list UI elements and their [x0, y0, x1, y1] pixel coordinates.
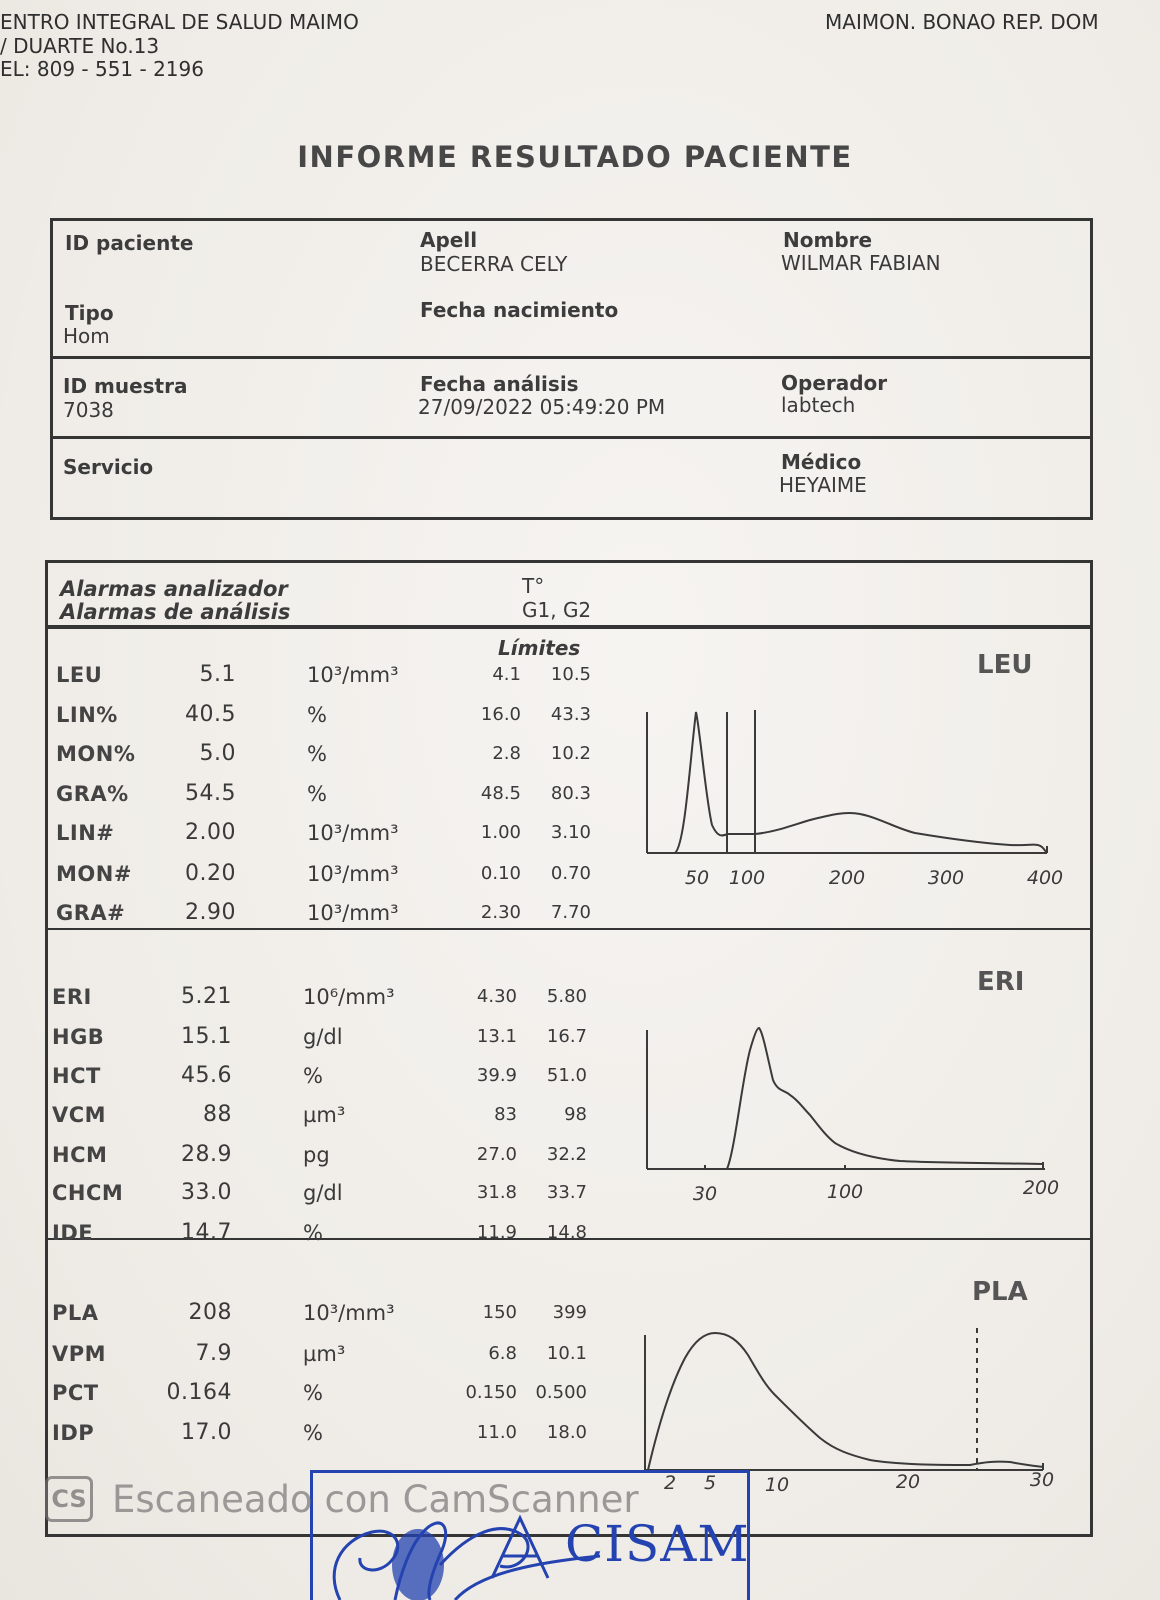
limit-low: 2.8 [492, 743, 521, 764]
analyzer-alarms-value: T° [522, 574, 545, 598]
eri-histogram-label: ERI [977, 967, 1025, 997]
analyte-name: LIN% [56, 703, 118, 727]
analyte-unit: µm³ [303, 1103, 346, 1127]
institution-location: MAIMON. BONAO REP. DOM [825, 10, 1099, 34]
limit-low: 0.10 [480, 863, 521, 884]
result-row [0, 819, 620, 847]
limit-high: 32.2 [546, 1144, 587, 1165]
pla-distribution-curve [648, 1333, 1043, 1470]
divider [50, 356, 1093, 359]
analyte-name: LIN# [56, 821, 115, 845]
leu-histogram-label: LEU [977, 650, 1033, 680]
result-row [0, 740, 620, 768]
analyte-name: ERI [52, 985, 92, 1009]
x-tick-label: 50 [684, 867, 710, 889]
analyte-value: 14.7 [181, 1220, 232, 1245]
limit-low: 11.0 [476, 1422, 517, 1443]
leu-distribution-curve [675, 712, 1047, 853]
limit-high: 98 [564, 1104, 587, 1125]
leu-histogram [630, 700, 1070, 895]
pla-histogram-label: PLA [972, 1277, 1028, 1307]
limit-high: 10.5 [550, 664, 591, 685]
analyte-unit: % [307, 742, 327, 766]
analyte-value: 7.9 [195, 1341, 232, 1366]
analyte-name: IDP [52, 1421, 95, 1445]
analyte-name: MON% [56, 742, 136, 766]
analyte-unit: pg [303, 1143, 330, 1167]
analyte-value: 40.5 [185, 702, 236, 727]
analyte-unit: g/dl [303, 1181, 343, 1205]
analysis-date-value: 27/09/2022 05:49:20 PM [418, 395, 666, 419]
analyte-value: 28.9 [181, 1142, 232, 1167]
surname-value: BECERRA CELY [420, 252, 568, 276]
limit-low: 4.30 [476, 986, 517, 1007]
analyte-value: 15.1 [181, 1024, 232, 1049]
limit-low: 6.8 [488, 1343, 517, 1364]
analyte-value: 54.5 [185, 781, 236, 806]
analyte-unit: % [307, 782, 327, 806]
analyte-value: 5.0 [199, 741, 236, 766]
limit-high: 33.7 [546, 1182, 587, 1203]
limit-low: 48.5 [480, 783, 521, 804]
result-row [0, 1141, 616, 1169]
x-tick-label: 100 [728, 867, 766, 889]
analyte-name: PCT [52, 1381, 99, 1405]
analyte-unit: % [303, 1221, 323, 1245]
limit-low: 2.30 [480, 902, 521, 923]
first-name-label: Nombre [783, 228, 873, 252]
doctor-label: Médico [781, 450, 862, 474]
analyte-value: 33.0 [181, 1180, 232, 1205]
operator-label: Operador [781, 371, 888, 395]
limit-low: 16.0 [480, 704, 521, 725]
limit-low: 0.150 [465, 1382, 517, 1403]
analyte-unit: % [303, 1064, 323, 1088]
analyte-value: 88 [203, 1102, 232, 1127]
limit-high: 0.70 [550, 863, 591, 884]
sample-id-label: ID muestra [63, 374, 188, 398]
x-tick-label: 2 [663, 1472, 677, 1494]
limit-high: 0.500 [535, 1382, 587, 1403]
x-tick-label: 400 [1026, 867, 1064, 889]
analyte-unit: % [303, 1421, 323, 1445]
analyte-unit: % [303, 1381, 323, 1405]
result-row [0, 860, 620, 888]
result-row [0, 1379, 616, 1407]
surname-label: Apell [420, 228, 478, 252]
analyte-value: 0.20 [185, 861, 236, 886]
analyte-name: VPM [52, 1342, 107, 1366]
analyte-name: PLA [52, 1301, 99, 1325]
analyzer-alarms-label: Alarmas analizador [60, 577, 288, 601]
limit-high: 18.0 [546, 1422, 587, 1443]
result-row [0, 661, 620, 689]
analysis-date-label: Fecha análisis [420, 372, 579, 396]
analyte-name: HGB [52, 1025, 105, 1049]
limit-high: 10.2 [550, 743, 591, 764]
x-tick-label: 300 [927, 867, 965, 889]
signature-stroke [440, 1529, 528, 1567]
divider [45, 625, 1093, 629]
analyte-unit: g/dl [303, 1025, 343, 1049]
analyte-unit: 10³/mm³ [307, 663, 399, 687]
result-row [0, 1299, 616, 1327]
service-label: Servicio [63, 455, 154, 479]
limit-low: 11.9 [476, 1222, 517, 1243]
analyte-value: 17.0 [181, 1420, 232, 1445]
analyte-unit: % [307, 703, 327, 727]
analyte-unit: 10³/mm³ [307, 901, 399, 925]
limit-high: 51.0 [546, 1065, 587, 1086]
analyte-value: 5.1 [199, 662, 236, 687]
limit-high: 3.10 [550, 822, 591, 843]
birth-date-label: Fecha nacimiento [420, 298, 619, 322]
analyte-name: LEU [56, 663, 103, 687]
institution-name: ENTRO INTEGRAL DE SALUD MAIMO [0, 10, 359, 34]
analyte-name: HCT [52, 1064, 101, 1088]
result-row [0, 1419, 616, 1447]
x-tick-label: 200 [828, 867, 866, 889]
limit-high: 80.3 [550, 783, 591, 804]
divider [45, 928, 1093, 930]
result-row [0, 1179, 616, 1207]
analyte-name: MON# [56, 862, 132, 886]
analyte-name: GRA# [56, 901, 126, 925]
analyte-name: HCM [52, 1143, 108, 1167]
limit-high: 14.8 [546, 1222, 587, 1243]
result-row [0, 1340, 616, 1368]
limit-low: 150 [482, 1302, 517, 1323]
watermark-text: Escaneado con CamScanner [112, 1478, 639, 1521]
result-row [0, 780, 620, 808]
limit-low: 27.0 [476, 1144, 517, 1165]
analyte-name: CHCM [52, 1181, 124, 1205]
patient-type-label: Tipo [65, 301, 114, 325]
analyte-name: IDE [52, 1221, 94, 1245]
limit-high: 10.1 [546, 1343, 587, 1364]
report-title: INFORME RESULTADO PACIENTE [297, 140, 853, 174]
analyte-value: 208 [188, 1300, 232, 1325]
limit-high: 5.80 [546, 986, 587, 1007]
limit-low: 13.1 [476, 1026, 517, 1047]
doctor-value: HEYAIME [779, 473, 867, 497]
x-tick-label: 100 [826, 1181, 864, 1203]
x-tick-label: 20 [895, 1471, 921, 1493]
camscanner-logo-icon: CS [45, 1476, 93, 1522]
result-row [0, 983, 616, 1011]
result-row [0, 1219, 616, 1247]
result-row [0, 701, 620, 729]
analyte-unit: 10⁶/mm³ [303, 985, 395, 1009]
analyte-value: 0.164 [166, 1380, 232, 1405]
analyte-unit: 10³/mm³ [307, 821, 399, 845]
analyte-value: 2.00 [185, 820, 236, 845]
eri-distribution-curve [727, 1028, 1043, 1169]
analysis-alarms-label: Alarmas de análisis [60, 600, 291, 624]
x-tick-label: 5 [703, 1472, 717, 1494]
analysis-alarms-value: G1, G2 [522, 598, 592, 622]
x-tick-label: 30 [692, 1183, 718, 1205]
analyte-value: 2.90 [185, 900, 236, 925]
patient-id-label: ID paciente [65, 231, 194, 255]
patient-type-value: Hom [63, 324, 110, 348]
limit-low: 31.8 [476, 1182, 517, 1203]
x-tick-label: 30 [1029, 1469, 1055, 1491]
limit-low: 39.9 [476, 1065, 517, 1086]
result-row [0, 899, 620, 927]
analyte-name: GRA% [56, 782, 129, 806]
first-name-value: WILMAR FABIAN [781, 251, 941, 275]
eri-histogram [630, 1020, 1070, 1210]
result-row [0, 1101, 616, 1129]
x-tick-label: 10 [764, 1474, 790, 1496]
signature-stroke [334, 1531, 398, 1600]
analyte-unit: µm³ [303, 1342, 346, 1366]
result-row [0, 1023, 616, 1051]
operator-value: labtech [781, 393, 856, 417]
analyte-value: 5.21 [181, 984, 232, 1009]
limit-low: 4.1 [492, 664, 521, 685]
limit-high: 16.7 [546, 1026, 587, 1047]
limit-high: 7.70 [550, 902, 591, 923]
x-tick-label: 200 [1022, 1177, 1060, 1199]
sample-id-value: 7038 [63, 398, 114, 422]
analyte-unit: 10³/mm³ [307, 862, 399, 886]
limit-high: 399 [552, 1302, 587, 1323]
institution-address: / DUARTE No.13 [0, 34, 160, 58]
limit-high: 43.3 [550, 704, 591, 725]
analyte-unit: 10³/mm³ [303, 1301, 395, 1325]
divider [50, 436, 1093, 439]
limits-header: Límites [498, 636, 581, 660]
stamp-text: CISAM [565, 1515, 750, 1573]
institution-phone: EL: 809 - 551 - 2196 [0, 57, 204, 81]
analyte-value: 45.6 [181, 1063, 232, 1088]
limit-low: 83 [494, 1104, 517, 1125]
analyte-name: VCM [52, 1103, 107, 1127]
result-row [0, 1062, 616, 1090]
limit-low: 1.00 [480, 822, 521, 843]
